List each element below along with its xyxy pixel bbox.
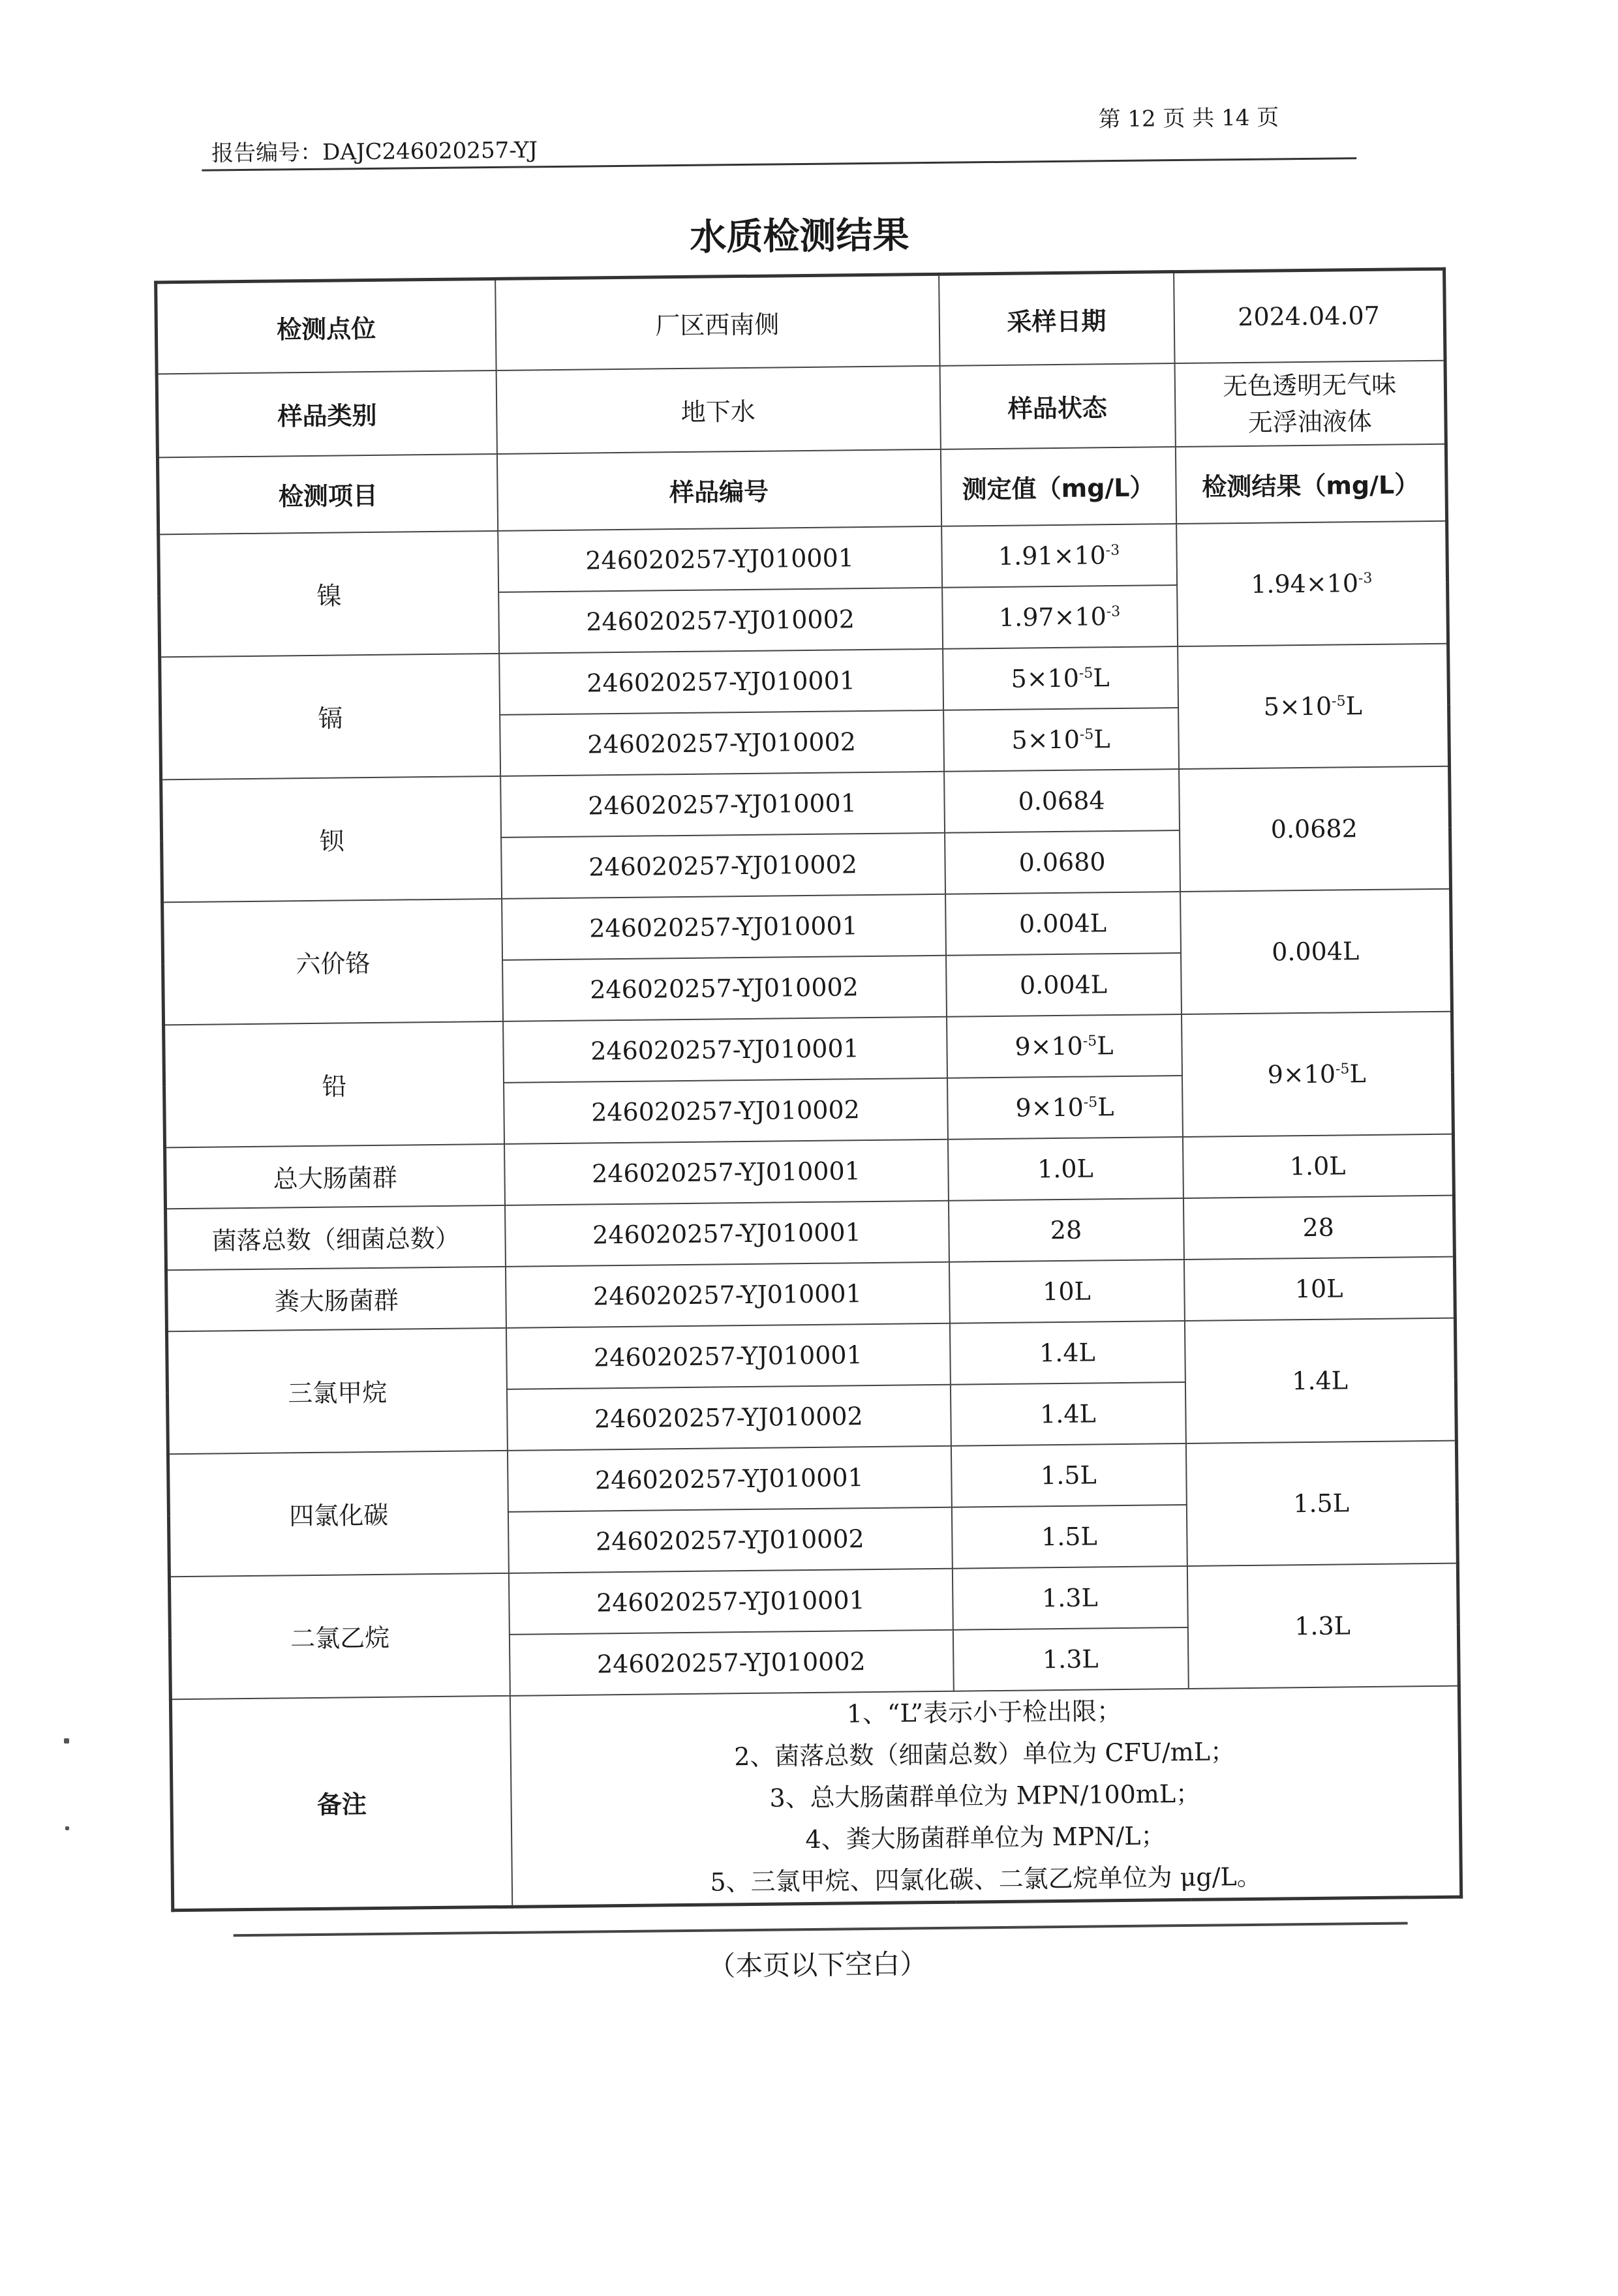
test-result-base: 0.0682 — [1270, 813, 1358, 844]
measured-value — [942, 585, 1178, 649]
sample-number: 246020257-YJ010002 — [498, 587, 943, 653]
sample-number: 246020257-YJ010001 — [499, 648, 943, 714]
measured-value — [945, 830, 1180, 894]
site-value: 厂区西南侧 — [495, 274, 939, 370]
remarks-row — [170, 1685, 1461, 1910]
measured-value-exponent: -5 — [1083, 1094, 1098, 1111]
table-row — [166, 1318, 1456, 1393]
blank-below-note: （本页以下空白） — [707, 1948, 928, 1982]
test-item: 铅 — [164, 1021, 504, 1147]
test-result-base: 1.0L — [1289, 1151, 1346, 1181]
measured-value-base: 28 — [1050, 1215, 1082, 1245]
date-label: 采样日期 — [939, 272, 1174, 366]
measured-value — [952, 1565, 1187, 1629]
remark-line: 5、三氯甲烷、四氯化碳、二氯乙烷单位为 μg/L。 — [710, 1862, 1262, 1897]
measured-value-base: 1.4L — [1039, 1337, 1095, 1367]
measured-value — [947, 1137, 1183, 1201]
test-result-base: 9×10 — [1267, 1059, 1336, 1089]
measured-value-base: 1.3L — [1042, 1644, 1099, 1674]
measured-value-base: 0.0680 — [1018, 847, 1106, 877]
page-title: 水质检测结果 — [690, 214, 909, 259]
measured-value-base: 1.3L — [1041, 1582, 1098, 1612]
measured-value-exponent: -3 — [1105, 541, 1120, 559]
report-number-value: DAJC246020257-YJ — [322, 137, 538, 166]
measured-value-exponent: -5 — [1082, 1033, 1097, 1050]
measured-value-base: 1.91×10 — [998, 540, 1107, 571]
remarks-label: 备注 — [170, 1695, 511, 1910]
measured-value-suffix: L — [1097, 1092, 1114, 1121]
sample-number: 246020257-YJ010002 — [502, 955, 947, 1021]
measured-value-base: 1.0L — [1037, 1153, 1094, 1183]
sample-number: 246020257-YJ010001 — [503, 1016, 947, 1082]
remark-line: 3、总大肠菌群单位为 MPN/100mL； — [769, 1779, 1201, 1813]
measured-value-base: 1.5L — [1040, 1460, 1097, 1490]
sample-number: 246020257-YJ010002 — [509, 1629, 953, 1695]
test-result-base: 1.94×10 — [1250, 568, 1359, 599]
test-item: 菌落总数（细菌总数） — [166, 1205, 506, 1269]
test-result-base: 1.5L — [1293, 1488, 1350, 1518]
state-label: 样品状态 — [939, 363, 1175, 449]
measured-value-base: 0.004L — [1019, 969, 1108, 1000]
test-item: 六价铬 — [162, 898, 503, 1024]
table-row — [159, 521, 1448, 596]
sample-number: 246020257-YJ010002 — [506, 1384, 951, 1450]
test-result — [1176, 521, 1448, 646]
test-result-suffix: L — [1345, 691, 1363, 720]
site-label: 检测点位 — [156, 279, 496, 373]
test-result-base: 5×10 — [1263, 691, 1332, 721]
test-result — [1181, 1011, 1453, 1136]
info-row-type — [157, 360, 1446, 457]
sample-number: 246020257-YJ010001 — [505, 1261, 949, 1327]
test-result-base: 1.3L — [1294, 1610, 1351, 1640]
table-row — [162, 888, 1452, 963]
measured-value-exponent: -5 — [1079, 726, 1094, 743]
sample-number: 246020257-YJ010001 — [500, 771, 945, 837]
sample-number: 246020257-YJ010001 — [506, 1323, 950, 1389]
measured-value-base: 10L — [1042, 1276, 1091, 1306]
measured-value-suffix: L — [1097, 1031, 1114, 1060]
col-result: 检测结果（mg/L） — [1175, 444, 1446, 523]
test-item: 三氯甲烷 — [166, 1327, 507, 1453]
test-item: 二氯乙烷 — [169, 1573, 510, 1699]
test-result — [1178, 643, 1450, 768]
measured-value-base: 1.97×10 — [998, 601, 1107, 632]
test-item: 钡 — [161, 776, 502, 901]
test-result — [1179, 766, 1451, 891]
type-value: 地下水 — [496, 365, 940, 453]
sample-number: 246020257-YJ010001 — [502, 894, 946, 959]
state-line-1: 无色透明无气味 — [1222, 370, 1397, 400]
results-table — [154, 267, 1463, 1912]
test-result-exponent: -3 — [1358, 569, 1373, 586]
type-label: 样品类别 — [157, 370, 496, 457]
test-result — [1183, 1256, 1455, 1320]
remark-line: 2、菌落总数（细菌总数）单位为 CFU/mL； — [733, 1736, 1236, 1771]
table-row — [168, 1440, 1457, 1515]
measured-value — [951, 1443, 1186, 1507]
col-item: 检测项目 — [157, 453, 497, 534]
test-result-base: 1.4L — [1292, 1365, 1349, 1395]
measured-value — [953, 1627, 1188, 1691]
scan-speck — [64, 1738, 69, 1744]
measured-value — [946, 953, 1182, 1017]
state-line-2: 无浮油液体 — [1247, 406, 1372, 437]
column-header-row — [157, 444, 1446, 534]
measured-value-base: 9×10 — [1015, 1031, 1084, 1061]
test-result — [1187, 1563, 1459, 1688]
measured-value-suffix: L — [1093, 663, 1110, 692]
date-value: 2024.04.07 — [1174, 269, 1445, 363]
test-item: 镍 — [159, 530, 499, 656]
measured-value — [944, 769, 1180, 833]
test-result-suffix: L — [1349, 1059, 1366, 1088]
sample-number: 246020257-YJ010001 — [508, 1568, 953, 1634]
page-indicator: 第 12 页 共 14 页 — [1098, 104, 1279, 133]
scan-speck — [65, 1826, 69, 1830]
report-number — [211, 132, 538, 167]
measured-value — [947, 1014, 1182, 1078]
test-result-base: 10L — [1294, 1273, 1343, 1303]
footer-divider — [234, 1922, 1408, 1937]
state-value — [1174, 360, 1446, 446]
measured-value — [948, 1198, 1183, 1261]
measured-value — [951, 1504, 1187, 1568]
test-item: 总大肠菌群 — [165, 1143, 505, 1208]
test-item: 四氯化碳 — [168, 1450, 508, 1576]
table-row — [161, 766, 1450, 841]
test-item: 镉 — [160, 653, 500, 779]
test-result — [1180, 888, 1452, 1014]
measured-value — [947, 1076, 1182, 1140]
test-result-base: 0.004L — [1271, 936, 1360, 967]
sample-number: 246020257-YJ010001 — [498, 526, 942, 592]
measured-value-base: 1.4L — [1039, 1398, 1096, 1428]
measured-value-exponent: -3 — [1106, 603, 1121, 620]
remarks-content — [510, 1685, 1461, 1907]
test-result — [1184, 1318, 1456, 1443]
measured-value-base: 0.004L — [1018, 908, 1107, 939]
info-row-site — [156, 269, 1445, 374]
sample-number: 246020257-YJ010002 — [501, 832, 945, 898]
measured-value — [943, 708, 1179, 772]
sample-number: 246020257-YJ010001 — [504, 1139, 949, 1205]
measured-value — [945, 892, 1181, 956]
measured-value — [943, 646, 1178, 710]
measured-value — [941, 524, 1177, 588]
measured-value-base: 5×10 — [1011, 663, 1080, 693]
sample-number: 246020257-YJ010002 — [500, 710, 944, 776]
measured-value-exponent: -5 — [1078, 665, 1093, 682]
col-measured: 测定值（mg/L） — [940, 447, 1176, 526]
measured-value — [949, 1259, 1184, 1323]
table-row — [169, 1563, 1458, 1638]
measured-value — [949, 1320, 1185, 1384]
test-result-exponent: -5 — [1335, 1061, 1350, 1078]
table-row — [160, 643, 1449, 718]
test-result — [1183, 1195, 1454, 1259]
measured-value-base: 0.0684 — [1018, 785, 1105, 816]
remark-line: 1、“L”表示小于检出限； — [846, 1696, 1122, 1728]
sample-number: 246020257-YJ010001 — [504, 1200, 949, 1266]
remark-line: 4、粪大肠菌群单位为 MPN/L； — [805, 1820, 1166, 1854]
measured-value-base: 9×10 — [1015, 1093, 1084, 1123]
measured-value-base: 1.5L — [1041, 1521, 1097, 1551]
measured-value-base: 5×10 — [1011, 725, 1080, 755]
measured-value — [950, 1382, 1185, 1445]
sample-number: 246020257-YJ010002 — [504, 1078, 948, 1143]
sample-number: 246020257-YJ010002 — [508, 1507, 952, 1573]
test-result — [1185, 1440, 1458, 1565]
table-row — [164, 1011, 1453, 1086]
test-result — [1182, 1134, 1454, 1198]
col-sample-no: 样品编号 — [496, 449, 941, 530]
report-number-label: 报告编号： — [211, 139, 323, 167]
test-item: 粪大肠菌群 — [166, 1266, 506, 1331]
test-result-base: 28 — [1302, 1213, 1335, 1242]
sample-number: 246020257-YJ010001 — [507, 1445, 951, 1511]
test-result-exponent: -5 — [1331, 693, 1346, 710]
measured-value-suffix: L — [1093, 724, 1110, 753]
